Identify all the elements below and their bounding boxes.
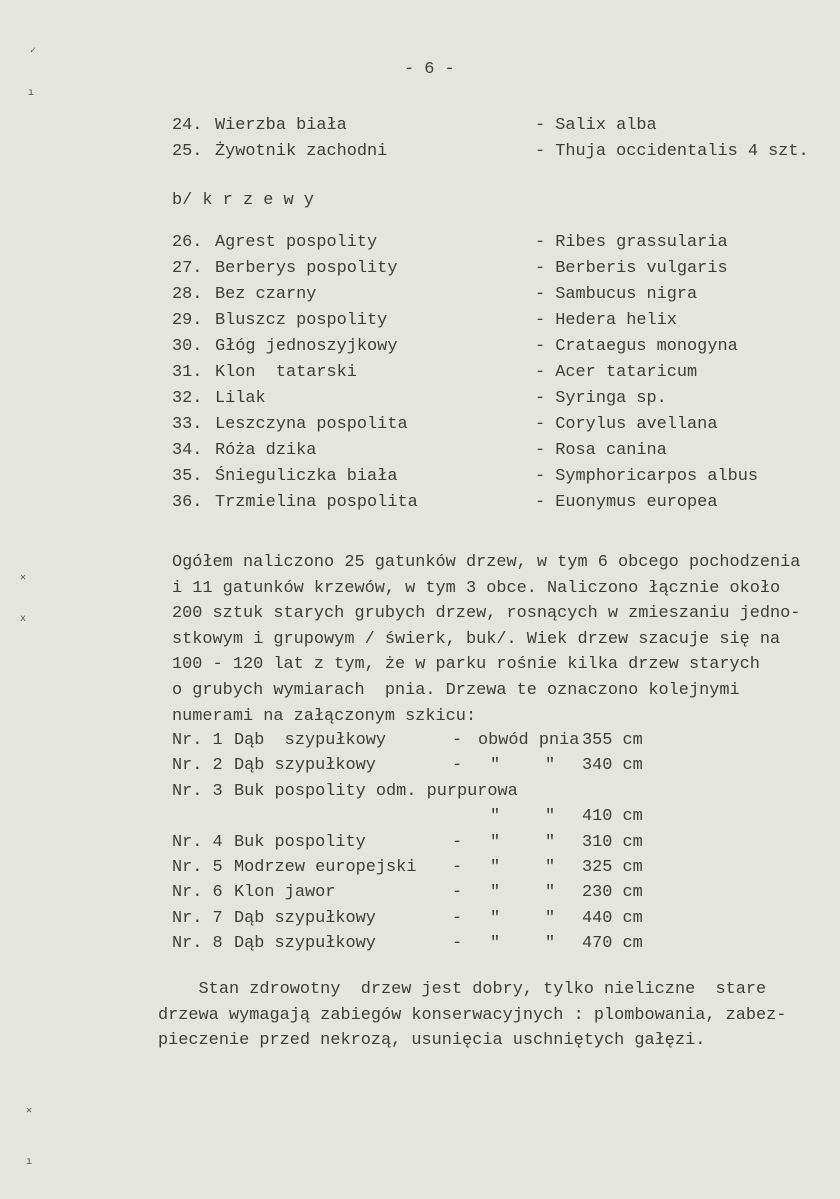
paragraph-line: stkowym i grupowym / świerk, buk/. Wiek drzew szacuje się na bbox=[172, 629, 781, 649]
species-latin-name: - Rosa canina bbox=[535, 441, 667, 460]
species-latin-name: - Symphoricarpos albus bbox=[535, 467, 758, 486]
species-latin-name: - Salix alba bbox=[535, 116, 657, 135]
tree-nr: Nr. 8 bbox=[172, 934, 223, 954]
species-polish-name: Bluszcz pospolity bbox=[215, 311, 388, 330]
tree-dash: - bbox=[452, 756, 463, 776]
species-polish-name: Lilak bbox=[215, 389, 266, 408]
tree-ditto: " bbox=[490, 756, 501, 776]
tree-name: Dąb szypułkowy bbox=[234, 908, 376, 928]
tree-name: Klon jawor bbox=[234, 883, 336, 903]
tree-ditto: " bbox=[490, 858, 501, 877]
shrubs-heading: b/ k r z e w y bbox=[172, 191, 314, 210]
tree-ditto: " bbox=[545, 756, 556, 776]
species-polish-name: Klon tatarski bbox=[215, 363, 357, 382]
margin-mark: ✕ bbox=[20, 573, 27, 584]
paragraph-line: pieczenie przed nekrozą, usunięcia uschniętych gałęzi. bbox=[158, 1031, 706, 1051]
species-number: 30. bbox=[172, 337, 203, 356]
paragraph-line: o grubych wymiarach pnia. Drzewa te oznaczono kolejnymi bbox=[172, 681, 740, 700]
tree-ditto: obwód pnia bbox=[478, 731, 580, 750]
tree-ditto: " bbox=[490, 908, 501, 928]
tree-nr: Nr. 3 bbox=[172, 781, 223, 801]
species-number: 29. bbox=[172, 311, 203, 330]
paragraph-line: i 11 gatunków krzewów, w tym 3 obce. Naliczono łącznie około bbox=[172, 578, 781, 598]
margin-mark: ✕ bbox=[26, 1106, 33, 1117]
tree-dash: - bbox=[452, 883, 463, 903]
species-latin-name: - Sambucus nigra bbox=[535, 285, 698, 304]
tree-ditto: " bbox=[490, 883, 501, 903]
margin-mark: ı bbox=[26, 1157, 33, 1168]
species-polish-name: Śnieguliczka biała bbox=[215, 467, 398, 486]
tree-dash: - bbox=[452, 832, 463, 852]
paragraph-line: drzewa wymagają zabiegów konserwacyjnych : plombowania, zabez- bbox=[158, 1005, 787, 1025]
paragraph-line: 100 - 120 lat z tym, że w parku rośnie kilka drzew starych bbox=[172, 655, 760, 675]
species-polish-name: Bez czarny bbox=[215, 285, 317, 304]
tree-ditto: " bbox=[545, 908, 556, 928]
tree-ditto: " bbox=[545, 807, 556, 827]
species-number: 25. bbox=[172, 141, 203, 161]
tree-nr: Nr. 5 bbox=[172, 858, 223, 877]
tree-ditto: " bbox=[490, 807, 501, 827]
species-number: 36. bbox=[172, 493, 203, 512]
species-polish-name: Róża dzika bbox=[215, 441, 317, 460]
species-polish-name: Agrest pospolity bbox=[215, 233, 378, 252]
tree-ditto: " bbox=[545, 858, 556, 877]
tree-dash: - bbox=[452, 908, 463, 928]
tree-circumference: 310 cm bbox=[582, 832, 643, 852]
species-latin-name: - Euonymus europea bbox=[535, 493, 718, 512]
species-latin-name: - Hedera helix bbox=[535, 311, 677, 330]
species-polish-name: Głóg jednoszyjkowy bbox=[215, 337, 398, 356]
tree-ditto: " bbox=[490, 934, 501, 954]
tree-circumference: 230 cm bbox=[582, 883, 643, 903]
tree-circumference: 325 cm bbox=[582, 858, 643, 877]
species-number: 33. bbox=[172, 415, 203, 434]
paragraph-line: numerami na załączonym szkicu: bbox=[172, 706, 477, 726]
species-number: 35. bbox=[172, 467, 203, 486]
species-latin-name: - Acer tataricum bbox=[535, 363, 698, 382]
tree-ditto: " bbox=[490, 832, 501, 852]
species-polish-name: Berberys pospolity bbox=[215, 259, 398, 278]
species-number: 26. bbox=[172, 233, 203, 252]
tree-circumference: 410 cm bbox=[582, 807, 643, 827]
species-number: 28. bbox=[172, 285, 203, 304]
tree-nr: Nr. 6 bbox=[172, 883, 223, 903]
tree-name: Buk pospolity bbox=[234, 832, 366, 852]
species-latin-name: - Corylus avellana bbox=[535, 415, 718, 434]
species-polish-name: Wierzba biała bbox=[215, 116, 347, 135]
species-latin-name: - Crataegus monogyna bbox=[535, 337, 738, 356]
paragraph-line: Ogółem naliczono 25 gatunków drzew, w tym 6 obcego pochodzenia bbox=[172, 553, 801, 572]
tree-circumference: 355 cm bbox=[582, 731, 643, 750]
tree-name: Buk pospolity odm. purpurowa bbox=[234, 781, 518, 801]
tree-name: Dąb szypułkowy bbox=[234, 731, 387, 750]
tree-nr: Nr. 7 bbox=[172, 908, 223, 928]
paragraph-line: 200 sztuk starych grubych drzew, rosnących w zmieszaniu jedno- bbox=[172, 604, 801, 624]
species-number: 34. bbox=[172, 441, 203, 460]
species-latin-name: - Ribes grassularia bbox=[535, 233, 728, 252]
tree-nr: Nr. 2 bbox=[172, 756, 223, 776]
tree-ditto: " bbox=[545, 934, 556, 954]
species-latin-name: - Thuja occidentalis 4 szt. bbox=[535, 141, 809, 161]
species-latin-name: - Berberis vulgaris bbox=[535, 259, 728, 278]
tree-nr: Nr. 4 bbox=[172, 832, 223, 852]
species-polish-name: Leszczyna pospolita bbox=[215, 415, 408, 434]
species-number: 27. bbox=[172, 259, 203, 278]
tree-circumference: 470 cm bbox=[582, 934, 643, 954]
tree-nr: Nr. 1 bbox=[172, 731, 223, 750]
species-polish-name: Trzmielina pospolita bbox=[215, 493, 418, 512]
margin-mark: x bbox=[20, 614, 27, 625]
tree-name: Dąb szypułkowy bbox=[234, 934, 376, 954]
margin-mark: ı bbox=[28, 88, 35, 99]
tree-circumference: 340 cm bbox=[582, 756, 643, 776]
species-number: 31. bbox=[172, 363, 203, 382]
tree-dash: - bbox=[452, 858, 463, 877]
species-polish-name: Żywotnik zachodni bbox=[215, 141, 388, 161]
tree-dash: - bbox=[452, 731, 463, 750]
species-number: 24. bbox=[172, 116, 203, 135]
margin-mark: ✓ bbox=[30, 46, 37, 57]
tree-dash: - bbox=[452, 934, 463, 954]
tree-name: Dąb szypułkowy bbox=[234, 756, 376, 776]
species-number: 32. bbox=[172, 389, 203, 408]
paragraph-line: Stan zdrowotny drzew jest dobry, tylko nieliczne stare bbox=[158, 980, 767, 999]
tree-circumference: 440 cm bbox=[582, 908, 643, 928]
tree-ditto: " bbox=[545, 883, 556, 903]
tree-name: Modrzew europejski bbox=[234, 858, 417, 877]
tree-ditto: " bbox=[545, 832, 556, 852]
species-latin-name: - Syringa sp. bbox=[535, 389, 667, 408]
page-number: - 6 - bbox=[404, 60, 455, 79]
